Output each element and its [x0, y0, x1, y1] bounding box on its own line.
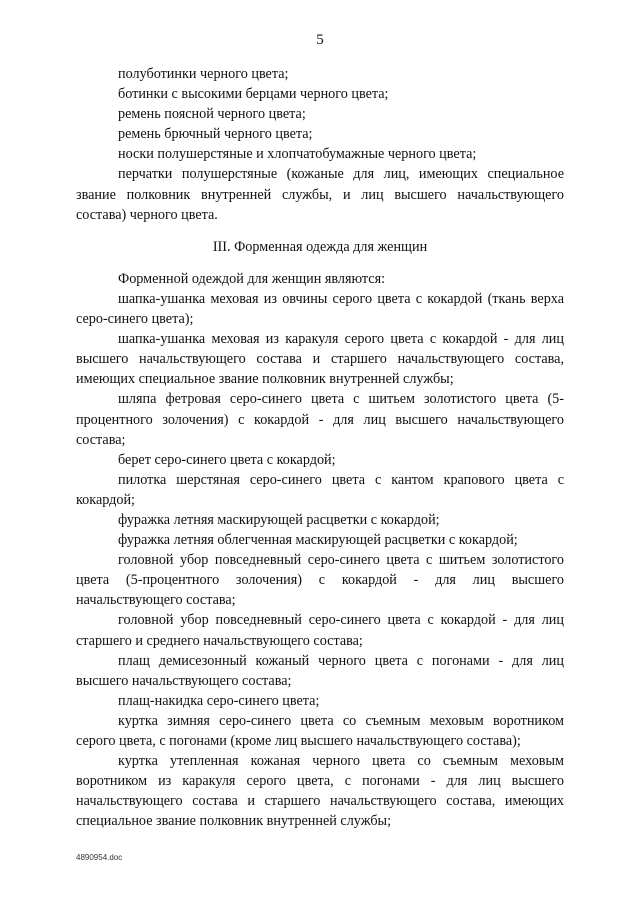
list-item: шляпа фетровая серо-синего цвета с шитьем золотистого цвета (5-процентного золочения) с кокардой - для лиц высшего начальствующего состава;: [76, 391, 564, 448]
footer-filename: 4890954.doc: [76, 853, 123, 862]
intro-paragraph: Форменной одеждой для женщин являются:: [118, 270, 386, 287]
list-item: плащ-накидка серо-синего цвета;: [118, 692, 320, 709]
list-item: куртка утепленная кожаная черного цвета со съемным меховым воротником из каракуля серого цвета, с погонами - для лиц высшего начальствующего состава и старшего начальствующего состава, имеющих специальное звание полковник внутренней службы;: [76, 753, 564, 830]
list-item: головной убор повседневный серо-синего цвета с кокардой - для лиц старшего и среднего начальствующего состава;: [76, 612, 564, 649]
list-item: ремень брючный черного цвета;: [118, 126, 313, 143]
list-item: шапка-ушанка меховая из овчины серого цвета с кокардой (ткань верха серо-синего цвета);: [76, 290, 564, 328]
list-item: плащ демисезонный кожаный черного цвета с погонами - для лиц высшего начальствующего состава;: [76, 652, 564, 689]
list-item: берет серо-синего цвета с кокардой;: [118, 451, 336, 468]
list-item: ботинки с высокими берцами черного цвета;: [118, 86, 389, 103]
list-item: ремень поясной черного цвета;: [118, 106, 306, 123]
section-heading: III. Форменная одежда для женщин: [212, 238, 428, 255]
page-number: 5: [316, 32, 324, 48]
list-item: перчатки полушерстяные (кожаные для лиц, имеющих специальное звание полковник внутренней службы, и лиц высшего начальствующего состава) черного цвета.: [76, 166, 564, 223]
list-item: фуражка летняя маскирующей расцветки с кокардой;: [118, 511, 440, 528]
list-item: носки полушерстяные и хлопчатобумажные черного цвета;: [118, 146, 477, 163]
list-item: фуражка летняя облегченная маскирующей расцветки с кокардой;: [118, 532, 518, 549]
list-item: полуботинки черного цвета;: [118, 66, 289, 82]
list-item: куртка зимняя серо-синего цвета со съемным меховым воротником серого цвета, с погонами (кроме лиц высшего начальствующего состава);: [76, 712, 564, 749]
list-item: головной убор повседневный серо-синего цвета с шитьем золотистого цвета (5-процентного золочения) с кокардой - для лиц высшего начальствующего состава;: [76, 552, 564, 609]
document-body: [76, 64, 564, 831]
list-item: шапка-ушанка меховая из каракуля серого цвета с кокардой - для лиц высшего начальствующего состава и старшего начальствующего состава, имеющих специальное звание полковник внутренней службы;: [76, 331, 564, 388]
list-item: пилотка шерстяная серо-синего цвета с кантом крапового цвета с кокардой;: [76, 471, 564, 508]
